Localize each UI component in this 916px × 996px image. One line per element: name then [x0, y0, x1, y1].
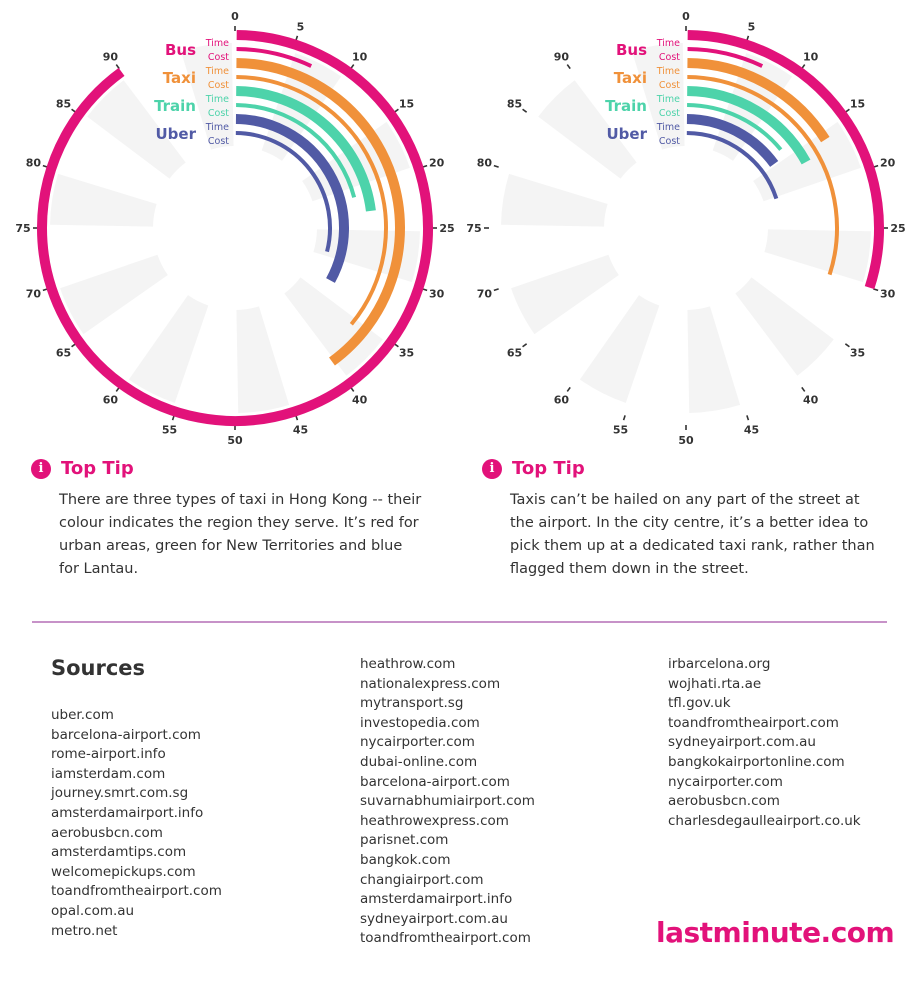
tick-mark [494, 166, 499, 168]
source-link: wojhati.rta.ae [668, 675, 762, 692]
legend-time-label: Time [205, 38, 229, 49]
tick-label: 45 [743, 423, 760, 437]
tick-label: 90 [102, 50, 119, 64]
sources-title: Sources [51, 656, 146, 680]
legend-cost-label: Cost [207, 136, 229, 147]
tick-label: 50 [678, 434, 694, 447]
source-link: nycairporter.com [360, 734, 475, 751]
source-link: heathrowexpress.com [360, 812, 509, 829]
legend-cost-label: Cost [658, 52, 680, 63]
source-link: nycairporter.com [668, 773, 783, 790]
sources-column-3 [668, 655, 861, 831]
tick-label: 25 [439, 222, 455, 235]
tick-label: 10 [351, 50, 368, 64]
legend-mode-label: Taxi [613, 69, 647, 87]
tick-label: 15 [849, 97, 866, 111]
tick-label: 65 [506, 346, 523, 360]
radial-chart-left [0, 0, 460, 450]
background-sectors [50, 43, 420, 413]
legend-mode-label: Train [154, 97, 196, 115]
background-sector [511, 255, 619, 334]
top-tip-right [482, 458, 882, 581]
tick-label: 30 [879, 287, 896, 301]
legend-time-label: Time [656, 38, 680, 49]
tick-mark [567, 65, 570, 69]
tick-label: 25 [890, 222, 906, 235]
source-link: journey.smrt.com.sg [51, 785, 189, 802]
legend-mode-label: Bus [615, 41, 647, 59]
source-link: toandfromtheairport.com [360, 930, 531, 947]
tick-label: 55 [161, 423, 178, 437]
background-sector [129, 295, 208, 403]
tick-label: 90 [553, 50, 570, 64]
tick-label: 5 [296, 20, 305, 34]
tick-label: 5 [747, 20, 756, 34]
tick-mark [624, 415, 626, 420]
source-link: heathrow.com [360, 656, 456, 672]
source-link: aerobusbcn.com [51, 824, 163, 841]
legend-time-label: Time [205, 66, 229, 77]
legend-time-label: Time [656, 66, 680, 77]
tick-label: 30 [428, 287, 445, 301]
source-link: opal.com.au [51, 902, 135, 919]
source-link: irbarcelona.org [668, 656, 771, 672]
tip-title: Top Tip [512, 458, 585, 479]
tick-mark [494, 289, 499, 291]
background-sectors [501, 43, 871, 413]
source-link: nationalexpress.com [360, 675, 501, 692]
tick-label: 10 [802, 50, 819, 64]
legend-cost-label: Cost [658, 136, 680, 147]
source-link: investopedia.com [360, 714, 480, 731]
source-link: amsterdamtips.com [51, 844, 187, 861]
tick-mark [802, 387, 805, 391]
tick-label: 0 [682, 10, 690, 23]
tick-label: 85 [506, 97, 523, 111]
source-link: uber.com [51, 707, 114, 723]
source-link: mytransport.sg [360, 695, 464, 712]
tick-label: 20 [879, 156, 896, 170]
bus-time-arc [42, 35, 428, 421]
source-link: barcelona-airport.com [51, 726, 201, 743]
tick-label: 40 [802, 393, 819, 407]
sources-column-1 [51, 706, 222, 941]
legend-cost-label: Cost [207, 52, 229, 63]
source-link: tfl.gov.uk [668, 695, 731, 712]
tip-title: Top Tip [61, 458, 134, 479]
source-link: aerobusbcn.com [668, 793, 780, 810]
info-icon: i [482, 459, 502, 479]
background-sector [580, 295, 659, 403]
background-sector [735, 277, 833, 375]
tick-label: 75 [15, 222, 31, 235]
source-link: changiairport.com [360, 871, 484, 888]
background-sector [764, 229, 871, 282]
legend-time-label: Time [656, 122, 680, 133]
source-link: iamsterdam.com [51, 765, 166, 782]
source-link: sydneyairport.com.au [360, 910, 508, 927]
legend-time-label: Time [205, 122, 229, 133]
tick-label: 70 [476, 287, 493, 301]
tick-mark [567, 387, 570, 391]
tick-label: 60 [553, 393, 570, 407]
tick-label: 75 [466, 222, 482, 235]
background-sector [60, 255, 168, 334]
source-link: rome-airport.info [51, 746, 166, 763]
legend-cost-label: Cost [658, 80, 680, 91]
top-tip-left [31, 458, 431, 581]
source-link: welcomepickups.com [51, 863, 196, 880]
source-link: bangkokairportonline.com [668, 753, 845, 770]
tick-label: 80 [476, 156, 493, 170]
source-link: amsterdamairport.info [360, 891, 513, 908]
legend-mode-label: Uber [155, 125, 196, 143]
source-link: parisnet.com [360, 832, 449, 849]
tip-body: Taxis can’t be hailed on any part of the street at the airport. In the city centre, it’s a better idea to pick them up at a dedicated taxi rank, rather than flagged them down in the street. [510, 492, 875, 577]
background-sector [687, 306, 740, 413]
tick-label: 80 [25, 156, 42, 170]
brand-logo: lastminute.com [656, 916, 895, 949]
tick-label: 50 [227, 434, 243, 447]
tick-mark [523, 344, 527, 347]
legend-mode-label: Uber [606, 125, 647, 143]
source-link: charlesdegaulleairport.co.uk [668, 812, 861, 829]
tick-label: 65 [55, 346, 72, 360]
radial-chart-right [451, 0, 911, 450]
source-link: toandfromtheairport.com [51, 883, 222, 900]
source-link: dubai-online.com [360, 753, 478, 770]
source-link: amsterdamairport.info [51, 804, 204, 821]
legend-mode-label: Bus [164, 41, 196, 59]
tick-label: 60 [102, 393, 119, 407]
legend-cost-label: Cost [658, 108, 680, 119]
source-link: sydneyairport.com.au [668, 734, 816, 751]
tick-label: 85 [55, 97, 72, 111]
source-link: suvarnabhumiairport.com [360, 793, 535, 810]
legend-mode-label: Taxi [162, 69, 196, 87]
tick-label: 35 [849, 346, 866, 360]
source-link: metro.net [51, 922, 118, 939]
legend-time-label: Time [205, 94, 229, 105]
tick-label: 20 [428, 156, 445, 170]
source-link: toandfromtheairport.com [668, 714, 839, 731]
legend-cost-label: Cost [207, 108, 229, 119]
source-link: barcelona-airport.com [360, 773, 510, 790]
tick-label: 55 [612, 423, 629, 437]
info-icon: i [31, 459, 51, 479]
tip-body: There are three types of taxi in Hong Kong -- their colour indicates the region they serve. It’s red for urban areas, green for New Territories and blue for Lantau. [59, 492, 422, 577]
tick-label: 45 [292, 423, 309, 437]
section-divider [32, 621, 887, 623]
background-sector [236, 306, 289, 413]
legend-cost-label: Cost [207, 80, 229, 91]
background-sector [501, 174, 608, 227]
background-sector [50, 174, 157, 227]
legend-mode-label: Train [605, 97, 647, 115]
tick-label: 35 [398, 346, 415, 360]
tick-mark [845, 344, 849, 347]
tick-label: 70 [25, 287, 42, 301]
legend-time-label: Time [656, 94, 680, 105]
sources-column-2 [360, 655, 535, 949]
tick-label: 40 [351, 393, 368, 407]
tick-label: 15 [398, 97, 415, 111]
tick-label: 0 [231, 10, 239, 23]
tick-mark [523, 109, 527, 112]
tick-mark [747, 415, 749, 420]
source-link: bangkok.com [360, 851, 451, 868]
